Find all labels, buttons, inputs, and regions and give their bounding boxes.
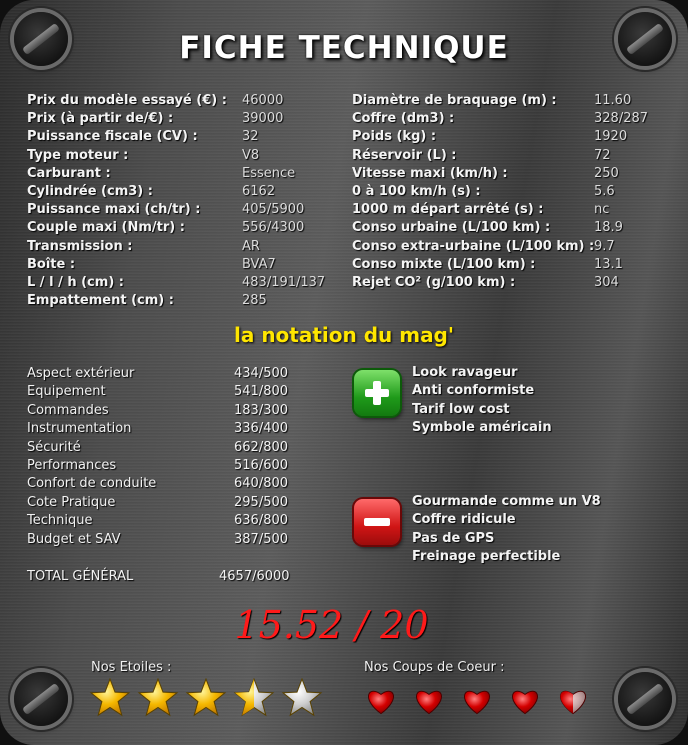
score-row-label: Aspect extérieur (27, 366, 135, 381)
spec-row-value: nc (594, 202, 610, 218)
score-row-value: 640/800 (234, 476, 289, 492)
con-item: Gourmande comme un V8 (412, 494, 601, 509)
score-row-label: Commandes (27, 402, 109, 418)
score-row-value: 516/600 (234, 457, 289, 473)
score-row-label: Budget et SAV (27, 531, 121, 547)
pro-item: Symbole américain (412, 419, 552, 435)
spec-row-label: Diamètre de braquage (m) : (352, 93, 557, 108)
spec-row-value: 328/287 (594, 111, 649, 127)
spec-row-value: 5.6 (594, 183, 615, 199)
spec-row (352, 239, 672, 257)
score-row (27, 384, 307, 402)
spec-row-label: 1000 m départ arrêté (s) : (352, 202, 544, 218)
pro-item: Anti conformiste (412, 383, 535, 399)
spec-row (27, 111, 337, 129)
star-1-icon (91, 679, 129, 715)
score-row-label: Sécurité (27, 439, 81, 455)
score-row-value: 295/500 (234, 494, 289, 510)
score-row-value: 183/300 (234, 402, 289, 418)
spec-row (352, 129, 672, 147)
spec-row-value: 13.1 (594, 256, 623, 272)
spec-row (352, 166, 672, 184)
specs-left-table (27, 93, 337, 311)
spec-row-value: 32 (242, 129, 259, 145)
score-row-label: Confort de conduite (27, 476, 157, 492)
heart-2-icon (416, 691, 441, 713)
score-row-value: 636/800 (234, 513, 289, 529)
score-row-value: 336/400 (234, 421, 289, 437)
spec-row-value: 405/5900 (242, 202, 305, 218)
spec-row (27, 148, 337, 166)
spec-row-value: 46000 (242, 93, 284, 108)
total-label: TOTAL GÉNÉRAL (27, 569, 134, 584)
score-row-label: Technique (27, 513, 93, 529)
spec-row-value: 250 (594, 165, 619, 181)
spec-row-label: Prix (à partir de/€) : (27, 111, 174, 127)
spec-row-label: Vitesse maxi (km/h) : (352, 165, 508, 181)
spec-row-label: Poids (kg) : (352, 129, 437, 145)
star-2-icon (139, 679, 177, 715)
spec-row (352, 111, 672, 129)
score-row-label: Cote Pratique (27, 494, 116, 510)
page-title: FICHE TECHNIQUE (179, 30, 509, 66)
pros-list (412, 365, 552, 438)
con-item: Coffre ridicule (412, 512, 516, 528)
spec-row (27, 220, 337, 238)
stars-label: Nos Etoiles : (91, 660, 172, 675)
pro-item: Look ravageur (412, 365, 518, 380)
spec-row-label: Réservoir (L) : (352, 147, 457, 163)
score-row (27, 366, 307, 384)
heart-1-icon (368, 691, 393, 713)
spec-row-label: Conso mixte (L/100 km) : (352, 256, 536, 272)
con-item: Pas de GPS (412, 530, 495, 546)
spec-row (352, 275, 672, 293)
spec-row-label: Conso extra-urbaine (L/100 km) : (352, 238, 595, 254)
star-rating (89, 678, 339, 722)
spec-row (352, 202, 672, 220)
heart-4-icon (512, 691, 537, 713)
spec-row (352, 257, 672, 275)
total-value: 4657/6000 (219, 569, 290, 584)
spec-row (27, 293, 337, 311)
specs-right-table (352, 93, 672, 293)
spec-row-value: 9.7 (594, 238, 615, 254)
spec-row-label: Rejet CO² (g/100 km) : (352, 274, 516, 290)
spec-row-label: Couple maxi (Nm/tr) : (27, 220, 185, 236)
spec-row-value: AR (242, 238, 260, 254)
spec-row-value: 1920 (594, 129, 628, 145)
spec-row-value: 18.9 (594, 220, 623, 236)
score-row (27, 440, 307, 458)
scores-list (27, 366, 307, 550)
screw-bottom-left (14, 672, 68, 726)
cons-list (412, 494, 601, 567)
score-row-label: Performances (27, 457, 117, 473)
score-row-value: 541/800 (234, 384, 289, 400)
spec-row-label: Puissance fiscale (CV) : (27, 129, 198, 145)
spec-row-label: Type moteur : (27, 147, 129, 163)
hearts-label: Nos Coups de Coeur : (364, 660, 505, 675)
spec-row (352, 220, 672, 238)
spec-row-label: Cylindrée (cm3) : (27, 183, 153, 199)
spec-row (352, 93, 672, 111)
spec-row-value: 72 (594, 147, 611, 163)
spec-row-label: Boîte : (27, 256, 76, 272)
spec-row (352, 184, 672, 202)
score-row (27, 513, 307, 531)
spec-row-value: V8 (242, 147, 260, 163)
spec-row (27, 239, 337, 257)
spec-row-label: L / l / h (cm) : (27, 274, 124, 290)
score-row (27, 495, 307, 513)
spec-row (27, 166, 337, 184)
spec-row-value: 11.60 (594, 93, 632, 108)
spec-row-label: Carburant : (27, 165, 111, 181)
score-row (27, 476, 307, 494)
spec-row-value: 556/4300 (242, 220, 305, 236)
spec-row-label: 0 à 100 km/h (s) : (352, 183, 481, 199)
spec-row-label: Coffre (dm3) : (352, 111, 455, 127)
final-score: 15.52 / 20 (234, 603, 429, 647)
spec-row-value: 39000 (242, 111, 284, 127)
spec-row (27, 257, 337, 275)
spec-row-label: Transmission : (27, 238, 133, 254)
score-row (27, 421, 307, 439)
score-row (27, 532, 307, 550)
score-row-label: Instrumentation (27, 421, 132, 437)
spec-row-label: Puissance maxi (ch/tr) : (27, 202, 201, 218)
heart-rating (360, 681, 610, 721)
spec-row-value: Essence (242, 165, 296, 181)
pro-item: Tarif low cost (412, 401, 510, 417)
spec-row-value: 6162 (242, 183, 276, 199)
spec-row (27, 275, 337, 293)
spec-row-value: 285 (242, 293, 267, 309)
score-row-value: 662/800 (234, 439, 289, 455)
spec-row (27, 202, 337, 220)
score-row (27, 403, 307, 421)
score-row-value: 434/500 (234, 366, 289, 381)
score-row-label: Equipement (27, 384, 106, 400)
spec-row-value: BVA7 (242, 256, 276, 272)
star-3-icon (187, 679, 225, 715)
spec-row (27, 184, 337, 202)
spec-row-label: Empattement (cm) : (27, 293, 174, 309)
score-row-value: 387/500 (234, 531, 289, 547)
score-row (27, 458, 307, 476)
star-5-icon (283, 679, 321, 715)
spec-row-value: 304 (594, 274, 619, 290)
screw-bottom-right (618, 672, 672, 726)
notation-title: la notation du mag' (234, 323, 454, 347)
minus-icon (354, 499, 400, 545)
spec-row (27, 93, 337, 111)
spec-row (27, 129, 337, 147)
con-item: Freinage perfectible (412, 548, 561, 564)
plus-icon (354, 370, 400, 416)
heart-3-icon (464, 691, 489, 713)
spec-row-label: Conso urbaine (L/100 km) : (352, 220, 551, 236)
spec-row-value: 483/191/137 (242, 274, 326, 290)
spec-row-label: Prix du modèle essayé (€) : (27, 93, 227, 108)
spec-row (352, 148, 672, 166)
